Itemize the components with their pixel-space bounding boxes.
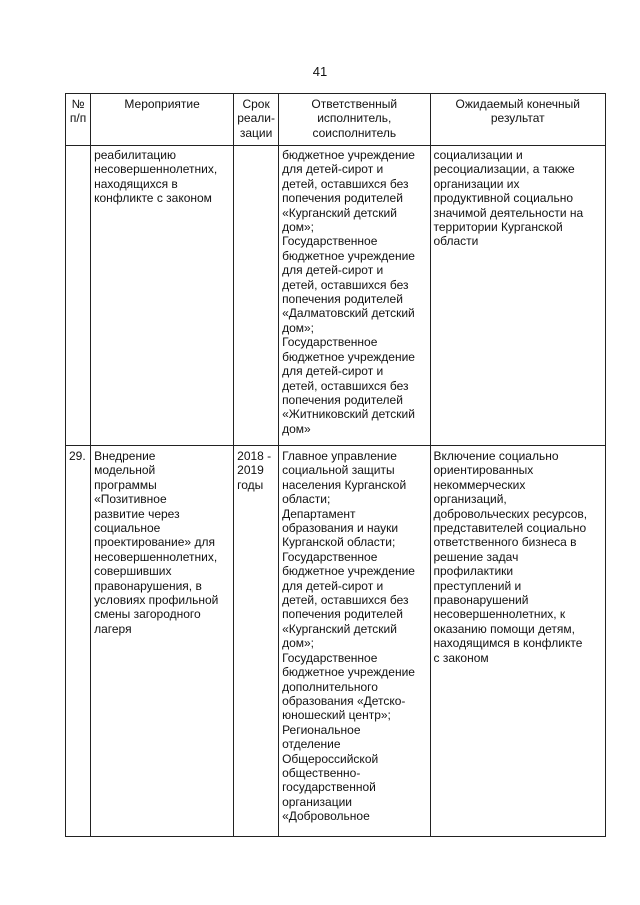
row-result: Включение социально ориентированных некоммерческих организаций, добровольческих ресурсов, представителей социально ответственного бизнеса в решение задач профилактики преступлений и правонарушений несовершеннолетних, к оказанию помощи детям, находящимся в конфликте с законом [430,446,606,837]
table-header-row [66,94,606,146]
header-event: Мероприятие [91,94,234,146]
row-number: 29. [66,446,91,837]
header-result: Ожидаемый конечный результат [430,94,606,146]
row-term: 2018 - 2019 годы [234,446,279,837]
row-result: социализации и ресоциализации, а также организации их продуктивной социально значимой деятельности на территории Курганской области [430,146,606,446]
row-term [234,146,279,446]
header-responsible: Ответственный исполнитель, соисполнитель [279,94,430,146]
row-number [66,146,91,446]
table-row [66,446,606,837]
page-number: 41 [312,64,328,79]
table-row [66,146,606,446]
row-event: реабилитацию несовершеннолетних, находящихся в конфликте с законом [91,146,234,446]
header-number: № п/п [66,94,91,146]
row-responsible: бюджетное учреждение для детей-сирот и детей, оставшихся без попечения родителей «Курганский детский дом»; Государственное бюджетное учреждение для детей-сирот и детей, оставшихся без попечения родителей «Далматовский детский дом»; Государственное бюджетное учреждение для детей-сирот и детей, оставшихся без попечения родителей «Житниковский детский дом» [279,146,430,446]
measures-table [65,93,606,837]
header-term: Срок реали- зации [234,94,279,146]
row-responsible: Главное управление социальной защиты населения Курганской области; Департамент образования и науки Курганской области; Государственное бюджетное учреждение для детей-сирот и детей, оставшихся без попечения родителей «Курганский детский дом»; Государственное бюджетное учреждение дополнительного образования «Детско- юношеский центр»; Региональное отделение Общероссийской общественно- государственной организации «Добровольное [279,446,430,837]
row-event: Внедрение модельной программы «Позитивное развитие через социальное проектирование» для несовершеннолетних, совершивших правонарушения, в условиях профильной смены загородного лагеря [91,446,234,837]
